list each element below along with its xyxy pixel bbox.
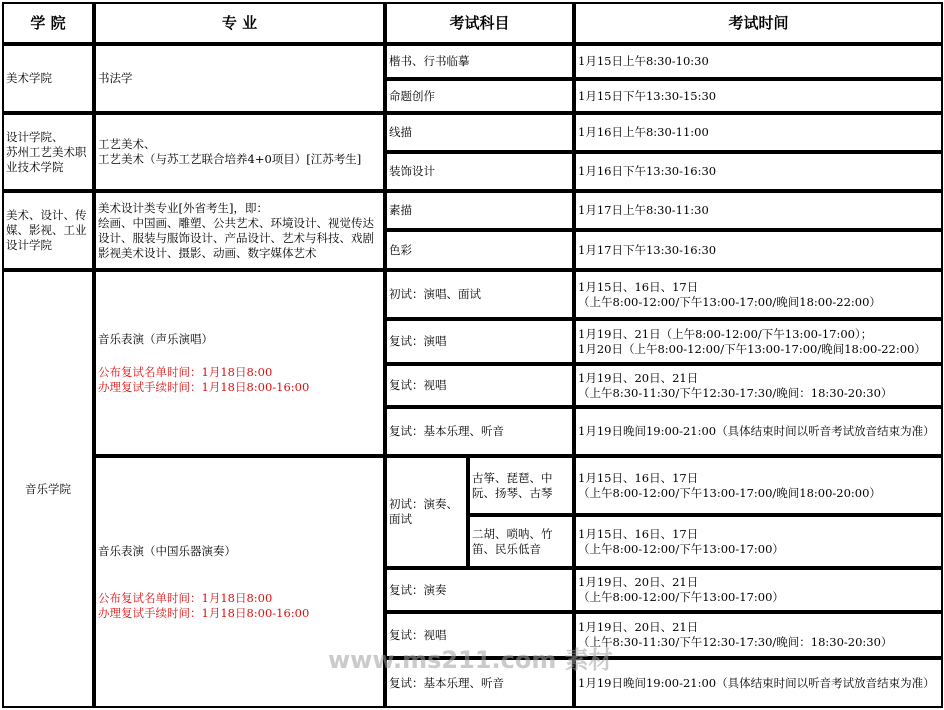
subject-cell: 复试：视唱 [385,612,574,658]
college-music: 音乐学院 [2,270,94,708]
time-cell: 1月15日、16日、17日 （上午8:00-12:00/下午13:00-17:00/晚间18:00-20:00） [574,456,943,515]
major-calligraphy: 书法学 [94,44,385,113]
subject-cell: 楷书、行书临摹 [385,44,574,79]
subject-cell: 线描 [385,113,574,152]
time-cell: 1月19日、20日、21日 （上午8:00-12:00/下午13:00-17:00） [574,568,943,612]
major-instrument-title: 音乐表演（中国乐器演奏） [98,543,236,558]
time-cell: 1月15日、16日、17日 （上午8:00-12:00/下午13:00-17:00） [574,515,943,568]
subject-cell: 复试：演奏 [385,568,574,612]
major-art-design: 美术设计类专业[外省考生]，即： 绘画、中国画、雕塑、公共艺术、环境设计、视觉传达设计、服装与服饰设计、产品设计、艺术与科技、戏剧影视美术设计、摄影、动画、数字媒体艺术 [94,191,385,270]
subject-cell: 复试：基本乐理、听音 [385,658,574,708]
time-cell: 1月19日、21日（上午8:00-12:00/下午13:00-17:00）； 1月20日（上午8:00-12:00/下午13:00-17:00/晚间18:00-22:00） [574,319,943,364]
watermark: www.ms211.com 素材 [328,646,613,674]
time-cell: 1月19日、20日、21日 （上午8:30-11:30/下午12:30-17:30/晚间：18:30-20:30） [574,364,943,407]
subject-cell: 命题创作 [385,79,574,113]
time-cell: 1月15日上午8:30-10:30 [574,44,943,79]
subject-cell: 装饰设计 [385,152,574,191]
notice-list-time: 公布复试名单时间：1月18日8:00 [98,590,273,605]
major-crafts: 工艺美术、 工艺美术（与苏工艺联合培养4+0项目）[江苏考生] [94,113,385,191]
time-cell: 1月15日、16日、17日 （上午8:00-12:00/下午13:00-17:00/晚间18:00-22:00） [574,270,943,319]
time-cell: 1月19日晚间19:00-21:00（具体结束时间以听音考试放音结束为准） [574,407,943,456]
college-design: 设计学院、 苏州工艺美术职业技术学院 [2,113,94,191]
subject-cell: 素描 [385,191,574,230]
major-vocal-title: 音乐表演（声乐演唱） [98,331,213,346]
subject-cell: 复试：视唱 [385,364,574,407]
header-time: 考试时间 [574,2,943,44]
subject-cell: 复试：演唱 [385,319,574,364]
subject-cell: 初试：演唱、面试 [385,270,574,319]
time-cell: 1月17日上午8:30-11:30 [574,191,943,230]
subject-prelim-instrument: 初试：演奏、面试 [385,456,468,568]
notice-procedure-time: 办理复试手续时间：1月18日8:00-16:00 [98,379,310,394]
subject-cell: 色彩 [385,230,574,270]
college-art: 美术学院 [2,44,94,113]
time-cell: 1月16日上午8:30-11:00 [574,113,943,152]
time-cell: 1月15日下午13:30-15:30 [574,79,943,113]
notice-procedure-time: 办理复试手续时间：1月18日8:00-16:00 [98,605,310,620]
time-cell: 1月19日晚间19:00-21:00（具体结束时间以听音考试放音结束为准） [574,658,943,708]
time-cell: 1月19日、20日、21日 （上午8:30-11:30/下午12:30-17:30/晚间：18:30-20:30） [574,612,943,658]
instrument-group: 古筝、琵琶、中阮、扬琴、古琴 [468,456,574,515]
time-cell: 1月17日下午13:30-16:30 [574,230,943,270]
header-subject: 考试科目 [385,2,574,44]
instrument-group: 二胡、唢呐、竹笛、民乐低音 [468,515,574,568]
header-college: 学 院 [2,2,94,44]
subject-cell: 复试：基本乐理、听音 [385,407,574,456]
college-mixed: 美术、设计、传媒、影视、工业设计学院 [2,191,94,270]
notice-list-time: 公布复试名单时间：1月18日8:00 [98,364,273,379]
major-vocal [94,270,385,456]
time-cell: 1月16日下午13:30-16:30 [574,152,943,191]
header-major: 专 业 [94,2,385,44]
